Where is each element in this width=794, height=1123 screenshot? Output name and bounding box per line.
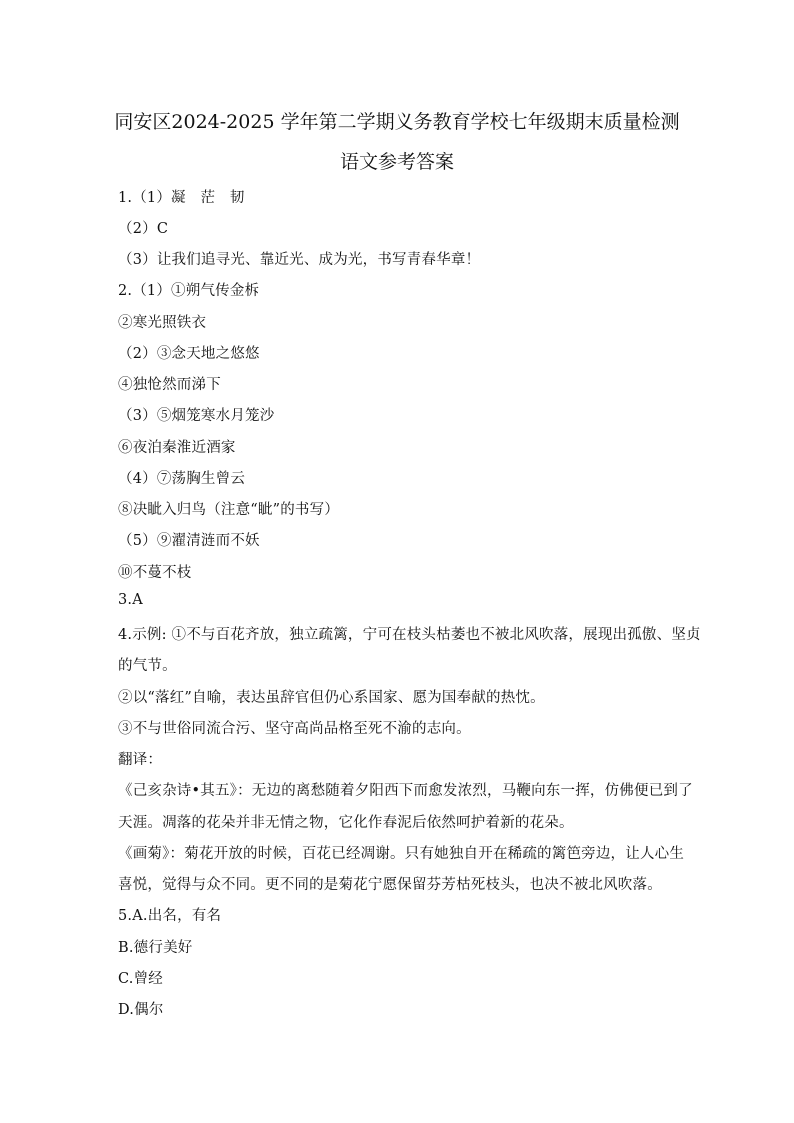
answer-line: ④独怆然而涕下 [118,377,221,393]
answer-line: （2）C [118,221,169,237]
answer-line: 4.示例: ①不与百花齐放，独立疏篱，宁可在枝头枯萎也不被北风吹落，展现出孤傲、坚贞 [118,627,701,643]
answer-line: B.德行美好 [118,940,193,956]
answer-line: ③不与世俗同流合污、坚守高尚品格至死不渝的志向。 [118,721,471,737]
answer-line: 3.A [118,592,143,608]
answer-line: （4）⑦荡胸生曾云 [118,471,246,487]
answer-line: 《己亥杂诗•其五》：无边的离愁随着夕阳西下而愈发浓烈，马鞭向东一挥，仿佛便已到了 [118,783,693,799]
answer-line: ②以“落红”自喻，表达虽辞官但仍心系国家、愿为国奉献的热忱。 [118,690,545,706]
answer-line: （5）⑨濯清涟而不妖 [118,533,260,549]
answer-line: （3）⑤烟笼寒水月笼沙 [118,408,275,424]
answer-line: 5.A.出名，有名 [118,908,222,924]
answer-line: ⑥夜泊秦淮近酒家 [118,440,236,456]
answer-line: ②寒光照铁衣 [118,315,207,331]
document-subtitle: 语文参考答案 [339,151,454,173]
answer-line: 的气节。 [118,658,177,674]
answer-line: 2.（1）①朔气传金柝 [118,283,260,299]
document-title: 同安区2024-2025 学年第二学期义务教育学校七年级期末质量检测 [114,111,680,133]
answer-line: ⑧决眦入归鸟（注意“眦”的书写） [118,502,340,518]
answer-line: 喜悦，觉得与众不同。更不同的是菊花宁愿保留芬芳枯死枝头，也决不被北风吹落。 [118,877,662,893]
answer-line: （3）让我们追寻光、靠近光、成为光，书写青春华章！ [118,252,481,268]
answer-line: 天涯。凋落的花朵并非无情之物，它化作春泥后依然呵护着新的花朵。 [118,815,574,831]
answer-line: D.偶尔 [118,1002,164,1018]
answer-line: ⑩不蔓不枝 [118,565,192,581]
answer-line: （2）③念天地之悠悠 [118,346,260,362]
answer-line: 翻译： [118,752,163,768]
answer-line: C.曾经 [118,971,163,987]
answer-line: 1.（1）凝 茫 韧 [118,190,245,206]
answer-line: 《画菊》：菊花开放的时候，百花已经凋谢。只有她独自开在稀疏的篱笆旁边，让人心生 [118,846,685,862]
